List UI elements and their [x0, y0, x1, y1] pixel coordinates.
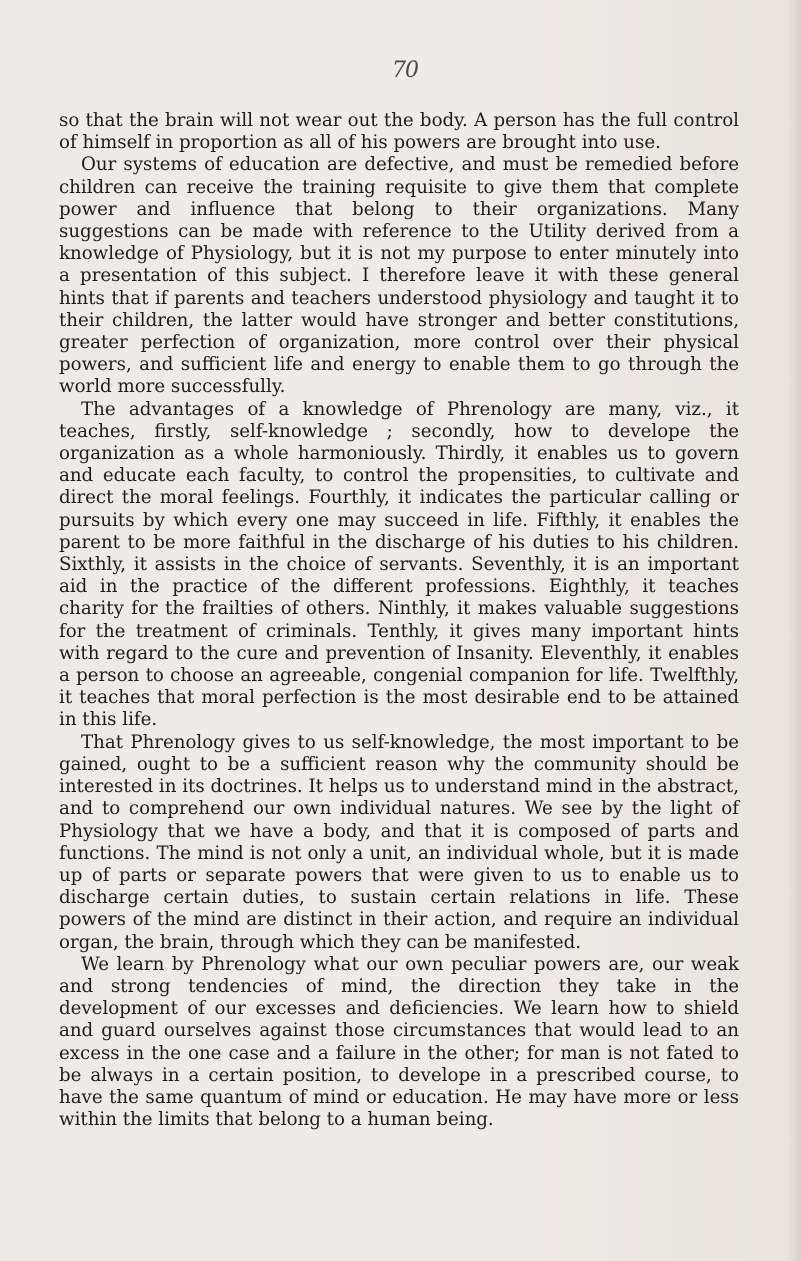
body-text [59, 110, 739, 1131]
page-edge-shadow [787, 0, 801, 1261]
paragraph-2: Our systems of education are defective, and must be remedied before children can receive the training requisite to give them that complete power and influence that belong to their organizations. Many suggestions can be made with reference to the Utility derived from a knowledge of Physiology, but it is not my purpose to enter minutely into a presentation of this subject. I therefore leave it with these general hints that if parents and teachers understood physiology and taught it to their children, the latter would have stronger and better constitutions, greater perfection of organization, more control over their physical powers, and sufficient life and energy to enable them to go through the world more successfully. [59, 154, 739, 398]
page-number: 70 [392, 58, 418, 83]
paragraph-1: so that the brain will not wear out the body. A person has the full control of himself in proportion as all of his powers are brought into use. [59, 110, 739, 154]
paragraph-5: We learn by Phrenology what our own peculiar powers are, our weak and strong tendencies of mind, the direction they take in the development of our excesses and deficiencies. We learn how to shield and guard ourselves against those circumstances that would lead to an excess in the one case and a failure in the other; for man is not fated to be always in a certain position, to develope in a prescribed course, to have the same quantum of mind or education. He may have more or less within the limits that belong to a human being. [59, 953, 739, 1131]
paragraph-4: That Phrenology gives to us self-knowledge, the most important to be gained, ought to be a sufficient reason why the community should be interested in its doctrines. It helps us to understand mind in the abstract, and to comprehend our own individual natures. We see by the light of Physiology that we have a body, and that it is composed of parts and functions. The mind is not only a unit, an individual whole, but it is made up of parts or separate powers that were given to us to enable us to discharge certain duties, to sustain certain relations in life. These powers of the mind are distinct in their action, and require an individual organ, the brain, through which they can be manifested. [59, 731, 739, 953]
paragraph-3: The advantages of a knowledge of Phrenology are many, viz., it teaches, firstly, self-knowledge ; secondly, how to develope the organization as a whole harmoniously. Thirdly, it enables us to govern and educate each faculty, to control the propensities, to cultivate and direct the moral feelings. Fourthly, it indicates the particular calling or pursuits by which every one may succeed in life. Fifthly, it enables the parent to be more faithful in the discharge of his duties to his children. Sixthly, it assists in the choice of servants. Seventhly, it is an important aid in the practice of the different professions. Eighthly, it teaches charity for the frailties of others. Ninthly, it makes valuable suggestions for the treatment of criminals. Tenthly, it gives many important hints with regard to the cure and prevention of Insanity. Eleventhly, it enables a person to choose an agreeable, congenial companion for life. Twelfthly, it teaches that moral perfection is the most desirable end to be attained in this life. [59, 398, 739, 731]
